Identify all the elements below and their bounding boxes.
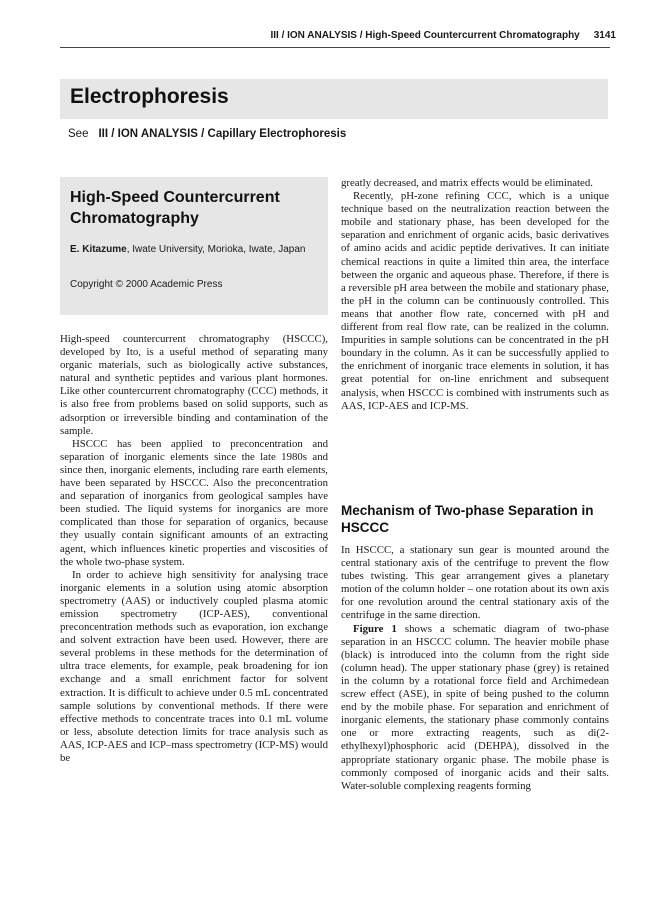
body-paragraph: Recently, pH-zone refining CCC, which is a unique technique based on the neutralization reaction between the mobile and stationary phase, has been developed for the separation and enrichment of organic acids, basic derivatives of amino acids and acidic peptide derivatives. It can initiate chemical reactions in quite a limited thin area, the interface between the organic and aqueous phase. Therefore, if there is a reversible pH area between the mobile and stationary phase, the pH in the column can be continuously controlled. This means that another flow rate, concerned with pH and different from real flow rate, can be realized in the column. Impurities in sample solutions can be concentrated in the pH boundary in the column. As it can be successfully applied to the enrichment of inorganic trace elements in solution, it has great potential for on-line enrichment and subsequent analysis, when HSCCC is combined with instruments such as AAS, ICP-AES and ICP-MS.	[341, 190, 609, 412]
running-title: III / ION ANALYSIS / High-Speed Countercurrent Chromatography	[270, 30, 580, 41]
body-paragraph	[341, 623, 609, 793]
body-paragraph: greatly decreased, and matrix effects would be eliminated.	[341, 177, 593, 189]
author-affiliation: , Iwate University, Morioka, Iwate, Japan	[126, 244, 306, 255]
body-paragraph: In HSCCC, a stationary sun gear is mounted around the central stationary axis of the centrifuge to prevent the flow tubes twisting. This gear arrangement gives a planetary motion of the column holder – one rotation about its own axis for one revolution around the central stationary axis of the centrifuge in the same direction.	[341, 544, 609, 622]
see-label: See	[68, 128, 89, 140]
body-paragraph: High-speed countercurrent chromatography (HSCCC), developed by Ito, is a useful method of separating many organic materials, such as biologically active substances, natural and synthetic peptides and various plant hormones. Like other countercurrent chromatography (CCC) methods, it is also free from problems based on solid supports, such as adsorption or irreversible binding and contamination of the sample.	[60, 333, 328, 437]
see-reference-link[interactable]: III / ION ANALYSIS / Capillary Electrophoresis	[98, 128, 347, 140]
header-rule	[60, 47, 610, 48]
article-header-box	[60, 177, 328, 315]
figure-paragraph-text: shows a schematic diagram of two-phase separation in an HSCCC column. The heavier mobile phase (black) is introduced into the column from the right side (column head). The upper stationary phase (grey) is retained in the column by a rotational force field and Archimedean screw effect (ASE), in spite of being pushed to the column end by the mobile phase. For separation and enrichment of inorganic elements, the stationary phase commonly contains one or more extracting reagents, such as di(2-ethylhexyl)phosphoric acid (DEHPA), dissolved in the appropriate stationary organic phase. The mobile phase is commonly composed of inorganic acids and their salts. Water-soluble complexing reagents forming	[341, 622, 609, 792]
page-number: 3141	[593, 30, 616, 41]
right-column-bottom	[341, 544, 609, 793]
section-banner	[60, 79, 608, 119]
author-line	[70, 243, 320, 257]
see-also-line	[68, 128, 346, 140]
figure-reference[interactable]: Figure 1	[353, 622, 397, 635]
running-head	[60, 30, 616, 41]
left-column	[60, 333, 328, 765]
section-title: Electrophoresis	[70, 85, 229, 108]
body-paragraph: HSCCC has been applied to preconcentration and separation of inorganic elements since the late 1980s and since then, inorganic elements, including rare earth elements, have been separated by HSCCC. Also the preconcentration and separation of inorganics from geological samples have been studied. The liquid systems for inorganics are more complicated than those for separation of organics, because they usually contain significant amounts of an extracting agent, which influences kinetic properties and viscosities of the whole two-phase system.	[60, 437, 328, 568]
copyright-notice: Copyright © 2000 Academic Press	[70, 279, 223, 290]
body-paragraph: In order to achieve high sensitivity for analysing trace inorganic elements in a solution using atomic absorption spectrometry (AAS) or inductively coupled plasma atomic emission spectrometry (ICP-AES), conventional preconcentration methods such as evaporation, ion exchange and solvent extraction have been used. However, there are several problems in these methods for the determination of ultra trace elements, for example, peak broadening for ion exchange and a small enrichment factor for solvent extraction. It is difficult to achieve under 0.5 mL concentrated sample solutions by conventional methods. If there were effective methods to concentrate traces into 0.1 mL volume or less, absolute detection limits for trace analysis such as AAS, ICP-AES and ICP–mass spectrometry (ICP-MS) would be	[60, 568, 328, 764]
right-column-top	[341, 177, 609, 413]
section-subheading: Mechanism of Two-phase Separation in HSCCC	[341, 503, 594, 535]
author-name: E. Kitazume	[70, 244, 127, 255]
article-title: High-Speed Countercurrent Chromatography	[70, 189, 280, 227]
